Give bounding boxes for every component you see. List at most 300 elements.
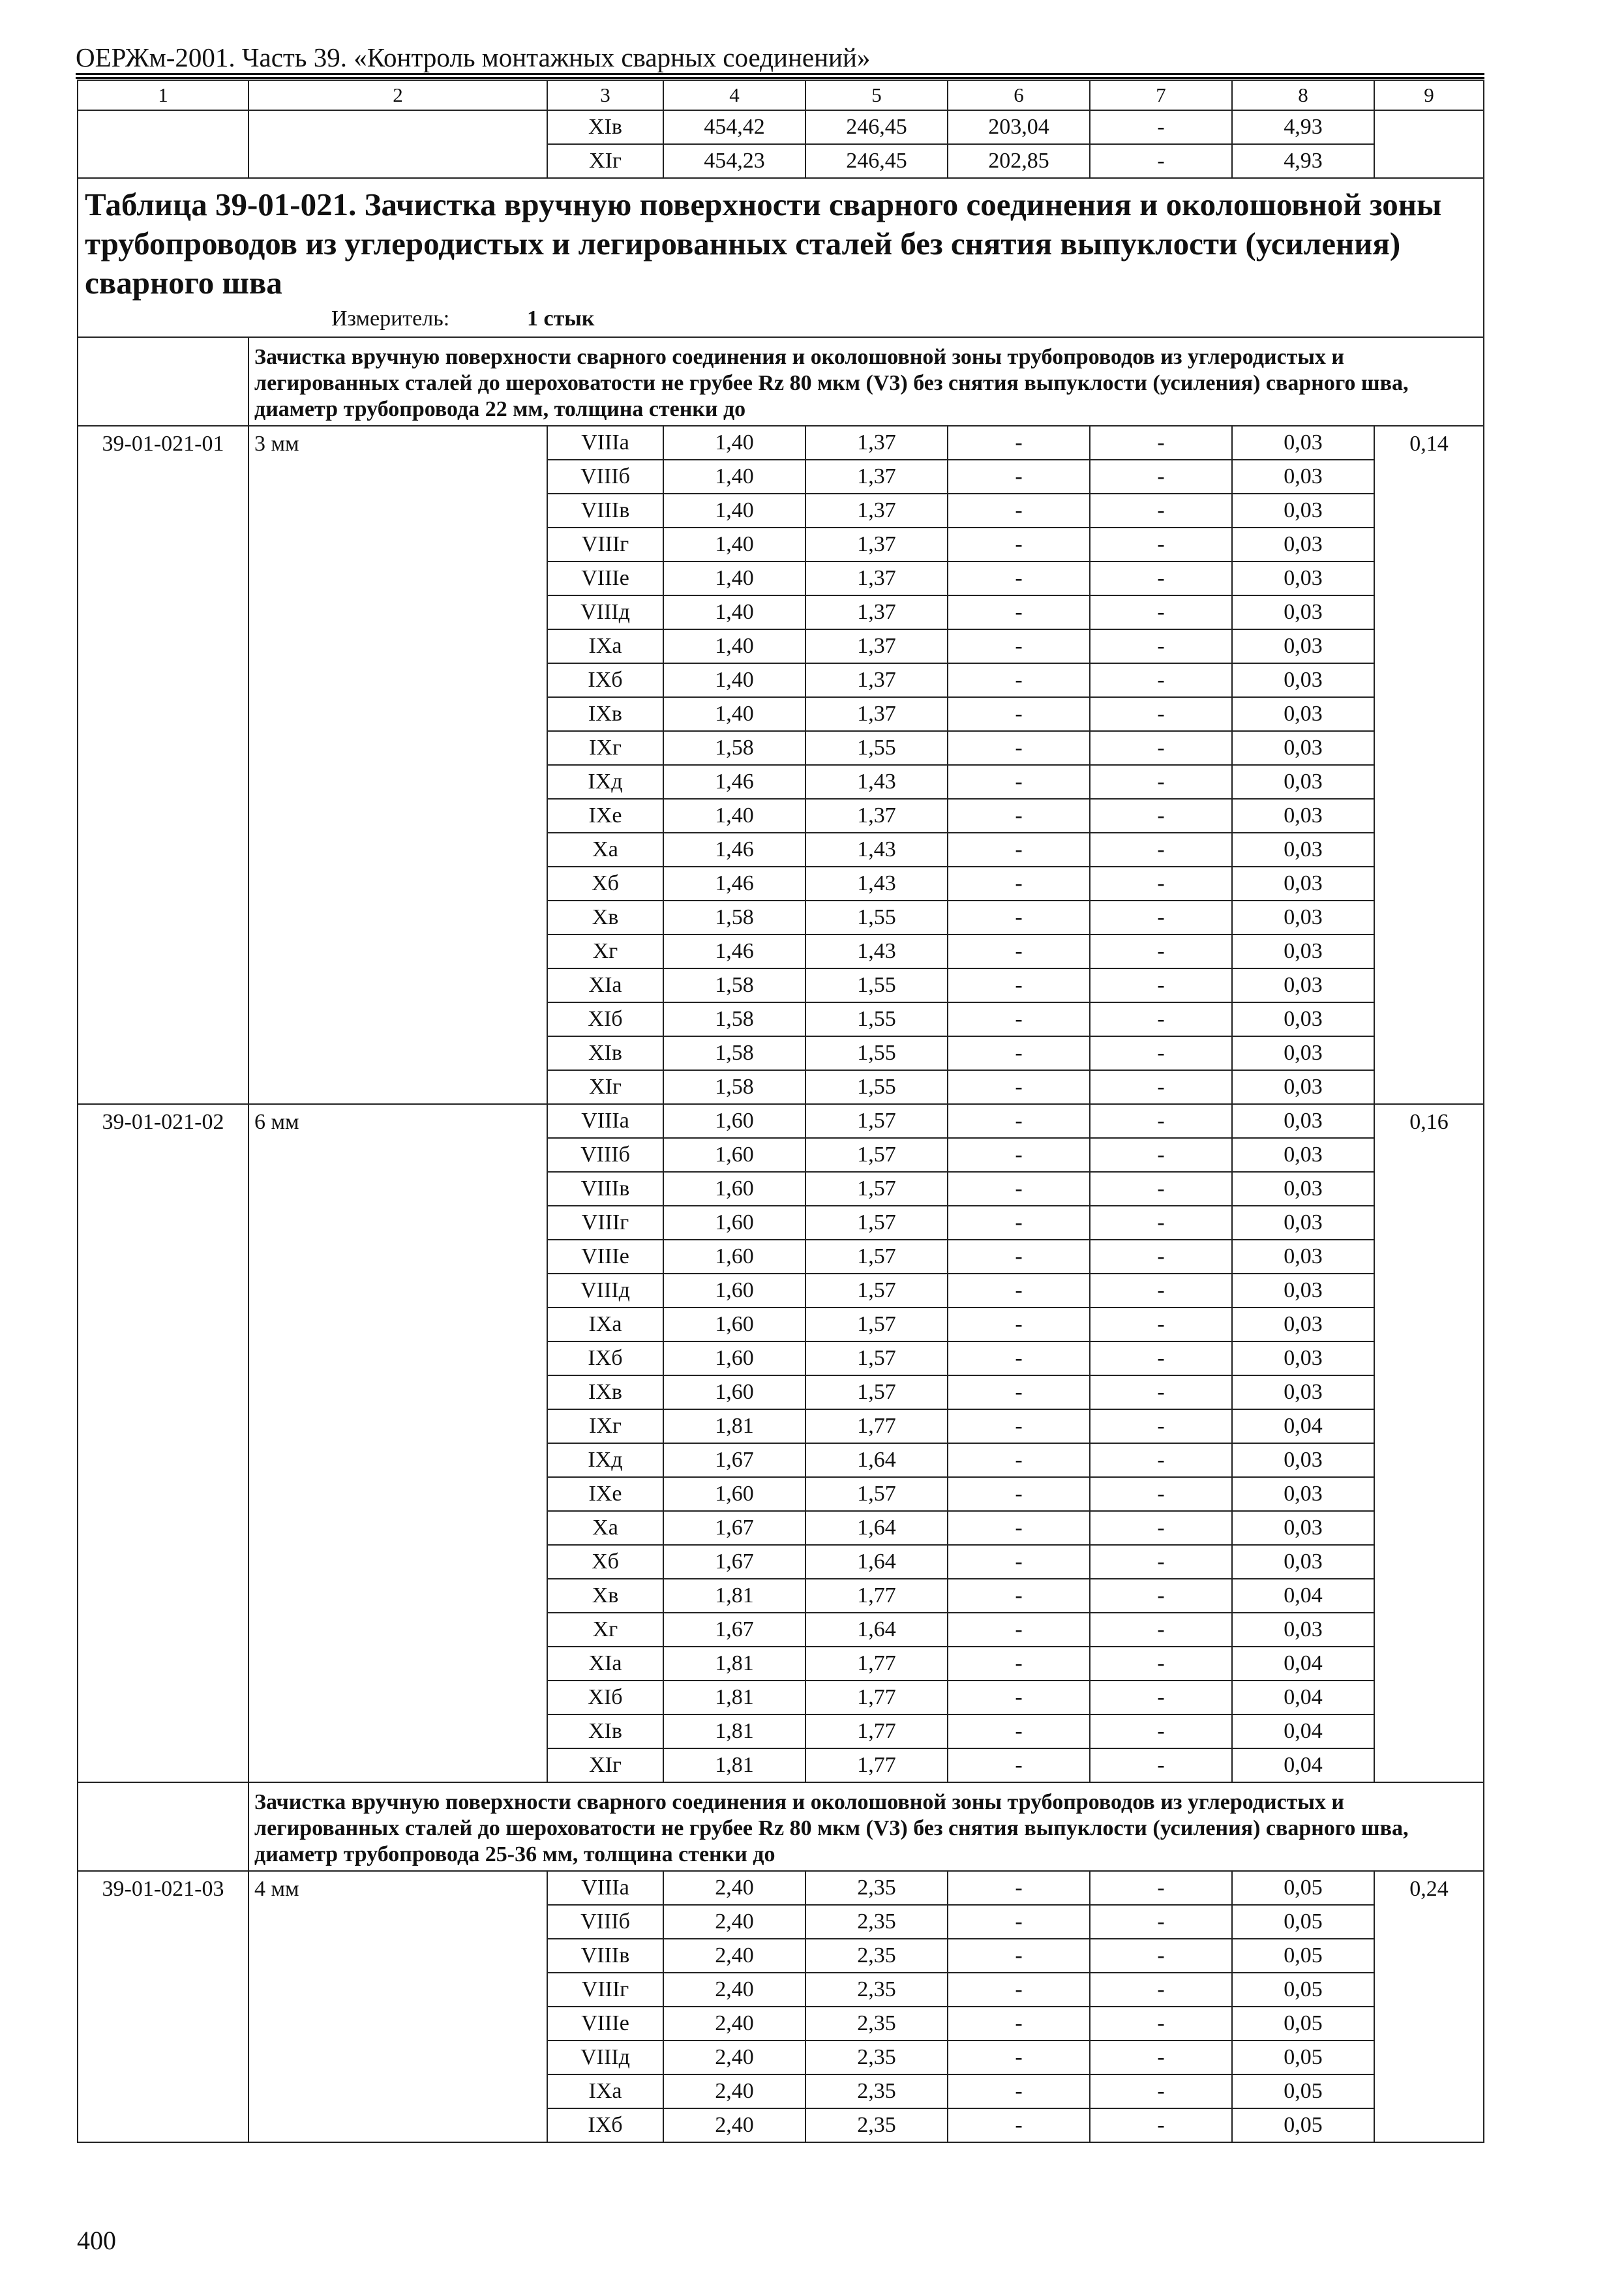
value-cell: 0,03 [1232, 697, 1374, 731]
value-cell: 1,57 [805, 1341, 948, 1375]
region-cell: Xг [547, 1613, 663, 1647]
value-cell: 0,03 [1232, 1545, 1374, 1579]
value-cell: 1,60 [663, 1477, 805, 1511]
value-cell: - [948, 528, 1090, 561]
value-cell: - [948, 1681, 1090, 1714]
value-cell: - [1090, 2108, 1232, 2142]
value-cell: 1,77 [805, 1409, 948, 1443]
region-cell: Xа [547, 833, 663, 867]
value-cell: 1,64 [805, 1545, 948, 1579]
value-cell: - [948, 1409, 1090, 1443]
value-cell: - [948, 1647, 1090, 1681]
region-cell: IXа [547, 2074, 663, 2108]
region-cell: VIIIб [547, 1138, 663, 1172]
value-cell: 2,40 [663, 1939, 805, 1973]
value-cell: 1,64 [805, 1443, 948, 1477]
value-cell: 0,03 [1232, 1240, 1374, 1274]
group-description: Зачистка вручную поверхности сварного соединения и околошовной зоны трубопроводов из углеродистых и легированных сталей до шероховатости не грубее Rz 80 мкм (V3) без снятия выпуклости (усиления) сварного шва, диаметр трубопровода 22 мм, толщина стенки до [248, 337, 1484, 426]
region-cell: Xа [547, 1511, 663, 1545]
table-title: Таблица 39-01-021. Зачистка вручную поверхности сварного соединения и околошовной зоны трубопроводов из углеродистых и легированных сталей без снятия выпуклости (усиления) сварного шва [85, 187, 1442, 301]
value-cell: - [1090, 1748, 1232, 1782]
region-cell: VIIIе [547, 2007, 663, 2041]
value-cell: 0,03 [1232, 528, 1374, 561]
region-cell: IXд [547, 765, 663, 799]
value-cell: - [948, 1477, 1090, 1511]
value-cell: 1,46 [663, 765, 805, 799]
region-cell: XIб [547, 1681, 663, 1714]
value-cell: - [1090, 968, 1232, 1002]
value-cell: 246,45 [805, 144, 948, 178]
value-cell: 0,04 [1232, 1579, 1374, 1613]
value-cell: 1,60 [663, 1274, 805, 1308]
column-number: 4 [663, 80, 805, 110]
column-number: 8 [1232, 80, 1374, 110]
value-cell: 1,55 [805, 1070, 948, 1104]
value-cell: - [948, 901, 1090, 935]
value-cell: - [1090, 2074, 1232, 2108]
value-cell: - [1090, 1341, 1232, 1375]
column-number: 2 [248, 80, 547, 110]
value-cell: - [948, 663, 1090, 697]
value-cell: - [1090, 144, 1232, 178]
value-cell: 1,57 [805, 1477, 948, 1511]
value-cell: 454,23 [663, 144, 805, 178]
region-cell: VIIIе [547, 1240, 663, 1274]
region-cell: IXв [547, 697, 663, 731]
region-cell: XIг [547, 1748, 663, 1782]
value-cell: 0,03 [1232, 460, 1374, 494]
region-cell: XIа [547, 968, 663, 1002]
value-cell: - [948, 1545, 1090, 1579]
wall-thickness: 6 мм [248, 1104, 547, 1782]
value-cell: 0,05 [1232, 2007, 1374, 2041]
value-cell: - [1090, 1613, 1232, 1647]
column-number: 9 [1374, 80, 1484, 110]
value-cell: 2,40 [663, 1973, 805, 2007]
value-cell: 203,04 [948, 110, 1090, 144]
region-cell: VIIIд [547, 1274, 663, 1308]
value-cell: - [948, 1443, 1090, 1477]
value-cell: 1,81 [663, 1714, 805, 1748]
value-cell: - [948, 1172, 1090, 1206]
value-cell: - [948, 1375, 1090, 1409]
value-cell: 1,37 [805, 494, 948, 528]
value-cell: - [948, 494, 1090, 528]
value-cell: - [948, 1308, 1090, 1341]
value-cell: 0,03 [1232, 1172, 1374, 1206]
value-cell: - [948, 1613, 1090, 1647]
value-cell: 1,55 [805, 731, 948, 765]
value-cell: 0,03 [1232, 494, 1374, 528]
value-cell: - [1090, 731, 1232, 765]
value-cell: 0,05 [1232, 2041, 1374, 2074]
value-cell: - [948, 1002, 1090, 1036]
header-rule [76, 73, 1484, 75]
table-title-row [78, 178, 1484, 337]
region-cell: XIв [547, 110, 663, 144]
value-cell: 1,60 [663, 1172, 805, 1206]
running-header: ОЕРЖм-2001. Часть 39. «Контроль монтажных сварных соединений» [76, 42, 871, 72]
value-cell: 0,03 [1232, 765, 1374, 799]
value-cell: 1,43 [805, 867, 948, 901]
value-cell: 1,55 [805, 1002, 948, 1036]
header-rule-secondary [76, 77, 1484, 79]
value-cell: - [948, 1973, 1090, 2007]
value-cell: 0,03 [1232, 1511, 1374, 1545]
value-cell: 0,03 [1232, 1341, 1374, 1375]
value-cell: - [1090, 1070, 1232, 1104]
value-cell: 1,60 [663, 1375, 805, 1409]
value-cell: - [1090, 1647, 1232, 1681]
empty-norm-cell [1374, 110, 1484, 178]
value-cell: 1,37 [805, 426, 948, 460]
value-cell: - [1090, 1477, 1232, 1511]
item-code: 39-01-021-02 [78, 1104, 248, 1782]
value-cell: - [948, 1138, 1090, 1172]
value-cell: 0,05 [1232, 1905, 1374, 1939]
value-cell: 1,43 [805, 833, 948, 867]
region-cell: VIIIг [547, 1973, 663, 2007]
region-cell: VIIIе [547, 561, 663, 595]
region-cell: IXа [547, 1308, 663, 1341]
value-cell: - [948, 1939, 1090, 1973]
labor-norm: 0,24 [1374, 1871, 1484, 2142]
value-cell: - [948, 595, 1090, 629]
value-cell: - [948, 968, 1090, 1002]
value-cell: 1,37 [805, 629, 948, 663]
empty-thickness-cell [248, 110, 547, 178]
value-cell: - [1090, 110, 1232, 144]
value-cell: - [1090, 1409, 1232, 1443]
value-cell: - [948, 1579, 1090, 1613]
value-cell: 1,60 [663, 1206, 805, 1240]
value-cell: - [1090, 833, 1232, 867]
value-cell: - [1090, 1939, 1232, 1973]
value-cell: 1,57 [805, 1240, 948, 1274]
empty-code-cell [78, 1782, 248, 1871]
column-number: 5 [805, 80, 948, 110]
region-cell: Xб [547, 1545, 663, 1579]
value-cell: 0,03 [1232, 833, 1374, 867]
value-cell: 0,03 [1232, 731, 1374, 765]
region-cell: IXб [547, 1341, 663, 1375]
value-cell: - [1090, 1973, 1232, 2007]
value-cell: 1,67 [663, 1613, 805, 1647]
value-cell: 1,57 [805, 1274, 948, 1308]
value-cell: 1,67 [663, 1511, 805, 1545]
region-cell: Xв [547, 901, 663, 935]
value-cell: - [948, 731, 1090, 765]
value-cell: - [1090, 460, 1232, 494]
value-cell: 2,35 [805, 2108, 948, 2142]
column-number: 1 [78, 80, 248, 110]
value-cell: 1,58 [663, 1070, 805, 1104]
value-cell: 1,77 [805, 1748, 948, 1782]
value-cell: - [948, 1871, 1090, 1905]
labor-norm: 0,16 [1374, 1104, 1484, 1782]
value-cell: 1,43 [805, 765, 948, 799]
value-cell: 0,03 [1232, 663, 1374, 697]
value-cell: 1,46 [663, 935, 805, 968]
column-number: 3 [547, 80, 663, 110]
value-cell: 2,35 [805, 2074, 948, 2108]
item-code: 39-01-021-01 [78, 426, 248, 1104]
wall-thickness: 4 мм [248, 1871, 547, 2142]
value-cell: - [1090, 1511, 1232, 1545]
value-cell: 1,57 [805, 1172, 948, 1206]
region-cell: VIIIг [547, 1206, 663, 1240]
value-cell: 2,35 [805, 2041, 948, 2074]
value-cell: - [1090, 1206, 1232, 1240]
group-description-row [78, 337, 1484, 426]
value-cell: - [1090, 1036, 1232, 1070]
value-cell: 0,05 [1232, 2074, 1374, 2108]
region-cell: VIIIб [547, 460, 663, 494]
value-cell: - [948, 1511, 1090, 1545]
value-cell: - [948, 629, 1090, 663]
value-cell: - [1090, 935, 1232, 968]
value-cell: 1,64 [805, 1511, 948, 1545]
value-cell: - [1090, 629, 1232, 663]
empty-code-cell [78, 337, 248, 426]
value-cell: 0,03 [1232, 867, 1374, 901]
value-cell: 2,35 [805, 1939, 948, 1973]
value-cell: - [1090, 765, 1232, 799]
value-cell: 1,57 [805, 1308, 948, 1341]
value-cell: 0,03 [1232, 1443, 1374, 1477]
value-cell: 246,45 [805, 110, 948, 144]
value-cell: 0,03 [1232, 1070, 1374, 1104]
table-row [78, 426, 1484, 460]
value-cell: 0,03 [1232, 968, 1374, 1002]
value-cell: - [1090, 867, 1232, 901]
value-cell: 0,04 [1232, 1647, 1374, 1681]
value-cell: 1,40 [663, 460, 805, 494]
region-cell: XIг [547, 1070, 663, 1104]
value-cell: 0,03 [1232, 799, 1374, 833]
value-cell: 1,81 [663, 1409, 805, 1443]
value-cell: 0,03 [1232, 1206, 1374, 1240]
value-cell: 1,60 [663, 1341, 805, 1375]
wall-thickness: 3 мм [248, 426, 547, 1104]
value-cell: 1,60 [663, 1104, 805, 1138]
value-cell: 1,81 [663, 1681, 805, 1714]
value-cell: 1,55 [805, 901, 948, 935]
value-cell: 1,77 [805, 1647, 948, 1681]
value-cell: 2,40 [663, 2074, 805, 2108]
empty-code-cell [78, 110, 248, 178]
region-cell: VIIIв [547, 1939, 663, 1973]
region-cell: IXа [547, 629, 663, 663]
region-cell: Xг [547, 935, 663, 968]
value-cell: 0,03 [1232, 629, 1374, 663]
value-cell: 0,03 [1232, 1274, 1374, 1308]
value-cell: - [948, 426, 1090, 460]
value-cell: - [948, 867, 1090, 901]
value-cell: - [948, 1104, 1090, 1138]
value-cell: - [948, 935, 1090, 968]
value-cell: 1,40 [663, 697, 805, 731]
column-number: 7 [1090, 80, 1232, 110]
norms-table [77, 80, 1484, 2143]
value-cell: 0,05 [1232, 1871, 1374, 1905]
value-cell: - [948, 561, 1090, 595]
region-cell: IXд [547, 1443, 663, 1477]
value-cell: - [948, 2041, 1090, 2074]
value-cell: 1,55 [805, 968, 948, 1002]
table-row [78, 1104, 1484, 1138]
value-cell: 1,57 [805, 1206, 948, 1240]
table-title-cell [78, 178, 1484, 337]
value-cell: 0,03 [1232, 1308, 1374, 1341]
value-cell: 0,04 [1232, 1409, 1374, 1443]
value-cell: - [1090, 1308, 1232, 1341]
value-cell: - [1090, 561, 1232, 595]
region-cell: VIIIг [547, 528, 663, 561]
value-cell: - [948, 1206, 1090, 1240]
value-cell: 2,40 [663, 1871, 805, 1905]
value-cell: 0,03 [1232, 561, 1374, 595]
region-cell: IXв [547, 1375, 663, 1409]
value-cell: - [1090, 799, 1232, 833]
value-cell: 0,03 [1232, 935, 1374, 968]
value-cell: - [1090, 1375, 1232, 1409]
value-cell: - [1090, 528, 1232, 561]
value-cell: 1,55 [805, 1036, 948, 1070]
value-cell: 1,57 [805, 1375, 948, 1409]
value-cell: - [1090, 1274, 1232, 1308]
value-cell: 0,04 [1232, 1748, 1374, 1782]
value-cell: 0,04 [1232, 1714, 1374, 1748]
value-cell: - [948, 1714, 1090, 1748]
value-cell: 1,60 [663, 1308, 805, 1341]
value-cell: - [1090, 1714, 1232, 1748]
value-cell: 1,40 [663, 561, 805, 595]
continuation-row [78, 110, 1484, 144]
value-cell: 1,58 [663, 1002, 805, 1036]
value-cell: - [1090, 1681, 1232, 1714]
value-cell: 0,03 [1232, 1613, 1374, 1647]
value-cell: - [1090, 663, 1232, 697]
region-cell: XIв [547, 1036, 663, 1070]
region-cell: VIIIб [547, 1905, 663, 1939]
value-cell: 1,67 [663, 1545, 805, 1579]
region-cell: IXг [547, 731, 663, 765]
value-cell: 1,81 [663, 1748, 805, 1782]
value-cell: - [948, 799, 1090, 833]
table-row [78, 1871, 1484, 1905]
value-cell: - [1090, 1545, 1232, 1579]
region-cell: XIв [547, 1714, 663, 1748]
value-cell: - [948, 2108, 1090, 2142]
value-cell: 0,03 [1232, 426, 1374, 460]
value-cell: 1,67 [663, 1443, 805, 1477]
value-cell: 2,35 [805, 1871, 948, 1905]
value-cell: 4,93 [1232, 110, 1374, 144]
value-cell: 0,05 [1232, 2108, 1374, 2142]
region-cell: VIIIа [547, 1871, 663, 1905]
value-cell: - [948, 697, 1090, 731]
region-cell: XIа [547, 1647, 663, 1681]
meter-label: Измеритель: [331, 307, 450, 331]
value-cell: - [948, 1036, 1090, 1070]
region-cell: IXг [547, 1409, 663, 1443]
value-cell: - [1090, 494, 1232, 528]
region-cell: IXе [547, 799, 663, 833]
value-cell: - [1090, 1138, 1232, 1172]
region-cell: IXе [547, 1477, 663, 1511]
value-cell: 0,03 [1232, 595, 1374, 629]
value-cell: 1,60 [663, 1138, 805, 1172]
value-cell: 1,40 [663, 595, 805, 629]
value-cell: 4,93 [1232, 144, 1374, 178]
value-cell: 0,04 [1232, 1681, 1374, 1714]
region-cell: Xб [547, 867, 663, 901]
value-cell: 0,05 [1232, 1939, 1374, 1973]
value-cell: 1,37 [805, 460, 948, 494]
region-cell: VIIIа [547, 426, 663, 460]
region-cell: VIIIд [547, 595, 663, 629]
region-cell: XIг [547, 144, 663, 178]
value-cell: - [1090, 1172, 1232, 1206]
value-cell: 1,57 [805, 1104, 948, 1138]
value-cell: 454,42 [663, 110, 805, 144]
region-cell: VIIIв [547, 1172, 663, 1206]
value-cell: - [948, 1240, 1090, 1274]
value-cell: 0,05 [1232, 1973, 1374, 2007]
value-cell: 1,57 [805, 1138, 948, 1172]
value-cell: 1,81 [663, 1579, 805, 1613]
value-cell: - [1090, 2041, 1232, 2074]
column-number-row [78, 80, 1484, 110]
region-cell: Xв [547, 1579, 663, 1613]
value-cell: 1,58 [663, 1036, 805, 1070]
value-cell: 1,77 [805, 1579, 948, 1613]
value-cell: 1,46 [663, 833, 805, 867]
meter-line [85, 304, 1483, 334]
value-cell: 2,40 [663, 2007, 805, 2041]
value-cell: 1,37 [805, 697, 948, 731]
value-cell: - [948, 833, 1090, 867]
value-cell: 0,03 [1232, 1477, 1374, 1511]
value-cell: 1,37 [805, 561, 948, 595]
value-cell: 1,40 [663, 629, 805, 663]
meter-value: 1 стык [527, 307, 595, 331]
value-cell: 1,37 [805, 595, 948, 629]
value-cell: - [1090, 1871, 1232, 1905]
value-cell: - [948, 1341, 1090, 1375]
value-cell: 0,03 [1232, 1104, 1374, 1138]
value-cell: - [1090, 1240, 1232, 1274]
value-cell: 1,64 [805, 1613, 948, 1647]
page-number: 400 [77, 2226, 116, 2255]
value-cell: 1,37 [805, 799, 948, 833]
value-cell: 1,37 [805, 528, 948, 561]
value-cell: 1,40 [663, 426, 805, 460]
value-cell: - [948, 1070, 1090, 1104]
value-cell: 2,35 [805, 1905, 948, 1939]
value-cell: - [1090, 1443, 1232, 1477]
labor-norm: 0,14 [1374, 426, 1484, 1104]
value-cell: 0,03 [1232, 1036, 1374, 1070]
column-number: 6 [948, 80, 1090, 110]
value-cell: 202,85 [948, 144, 1090, 178]
value-cell: - [1090, 1002, 1232, 1036]
value-cell: 1,58 [663, 968, 805, 1002]
item-code: 39-01-021-03 [78, 1871, 248, 2142]
value-cell: 1,43 [805, 935, 948, 968]
region-cell: XIб [547, 1002, 663, 1036]
